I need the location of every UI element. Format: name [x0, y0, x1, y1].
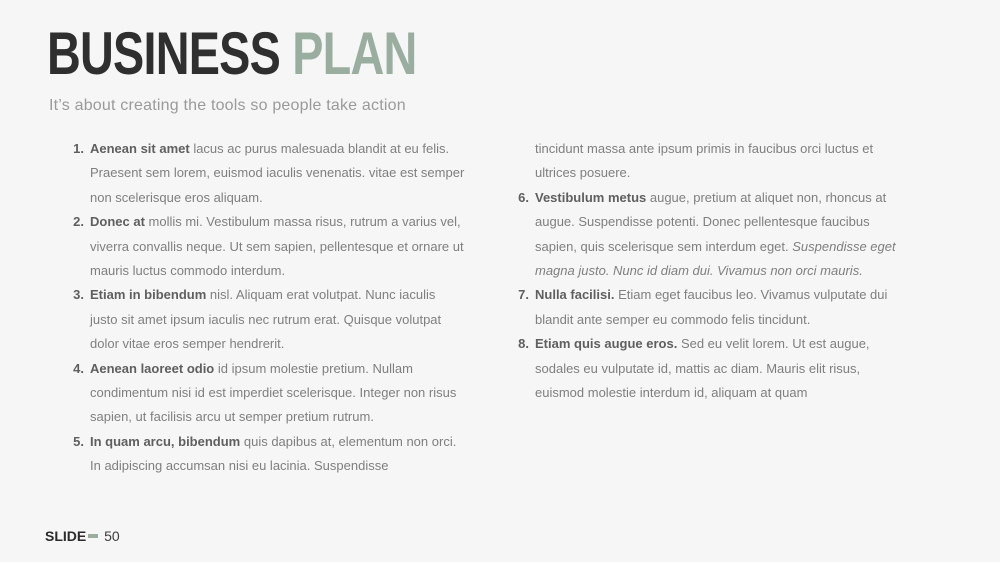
list-item-number: 6. — [518, 189, 529, 205]
list-item-text: augue, pretium at aliquet non, rhoncus at augue. Suspendisse potenti. Donec pellentesque faucibus sapien, quis scelerisque sem interdum eget. — [535, 189, 887, 254]
list-item — [66, 283, 466, 356]
list-item-number: 4. — [73, 360, 84, 376]
slide-footer — [45, 527, 120, 545]
list-item-lead: Donec at — [90, 214, 145, 230]
list-item-text: lacus ac purus malesuada blandit at eu felis. Praesent sem lorem, euismod iaculis venenatis. vitae est semper non scelerisque eros aliquam. — [90, 141, 465, 205]
list-item-number: 3. — [73, 287, 84, 303]
list-item-italic-text: Suspendisse eget magna justo. Nunc id diam dui. Vivamus non orci mauris. — [535, 238, 896, 279]
title-word-business: BUSINESS — [47, 20, 281, 87]
list-item-text: mollis mi. Vestibulum massa risus, rutrum a varius vel, viverra convallis neque. Ut sem sapien, pellentesque et ornare ut mauris luctus commodo interdum. — [90, 214, 464, 279]
list-item-continuation: tincidunt massa ante ipsum primis in faucibus orci luctus et ultrices posuere. — [535, 141, 874, 181]
list-item-lead: Nulla facilisi. — [535, 287, 615, 303]
slide-label: SLIDE — [45, 528, 87, 544]
list-item-text: Sed eu velit lorem. Ut est augue, sodales eu vulputate id, mattis ac diam. Mauris elit risus, euismod molestie interdum id, aliquam at quam — [535, 336, 870, 401]
list-item-lead: In quam arcu, bibendum — [90, 433, 241, 449]
list-item — [511, 332, 911, 405]
list-item — [511, 283, 911, 332]
list-item-lead: Aenean sit amet — [90, 141, 190, 156]
list-item-number: 8. — [518, 336, 529, 352]
list-item-text: Etiam eget faucibus leo. Vivamus vulputate dui blandit ante semper eu commodo felis tincidunt. — [535, 287, 888, 327]
list-item-lead: Aenean laoreet odio — [90, 360, 215, 376]
list-item — [66, 137, 466, 210]
list-column-left — [66, 137, 466, 479]
list-item — [66, 357, 466, 430]
list-item-text: nisl. Aliquam erat volutpat. Nunc iaculis justo sit amet ipsum iaculis nec rutrum erat. Quisque volutpat dolor vitae eros semper hendrerit. — [90, 287, 442, 352]
slide-number: 50 — [104, 528, 120, 544]
footer-dash-divider — [88, 534, 98, 538]
list-column-right — [511, 137, 911, 405]
title-word-plan: PLAN — [292, 20, 417, 87]
list-item-lead: Vestibulum metus — [535, 189, 647, 205]
list-item-lead: Etiam quis augue eros. — [535, 336, 678, 352]
list-item — [511, 186, 911, 284]
list-item-number: 1. — [73, 141, 84, 156]
list-item-number: 5. — [73, 433, 84, 449]
list-item-lead: Etiam in bibendum — [90, 287, 207, 303]
list-item-text: quis dapibus at, elementum non orci. In adipiscing accumsan nisi eu lacinia. Suspendisse — [90, 433, 457, 474]
list-item — [66, 430, 466, 479]
slide-subtitle: It’s about creating the tools so people take action — [49, 97, 406, 114]
list-item-text: id ipsum molestie pretium. Nullam condimentum nisi id est imperdiet scelerisque. Integer non risus sapien, ut facilisis arcu ut semper pretium rutrum. — [90, 360, 457, 425]
list-item — [66, 210, 466, 283]
list-item-number: 7. — [518, 287, 529, 303]
slide-title — [47, 22, 417, 86]
list-item-number: 2. — [73, 214, 84, 230]
